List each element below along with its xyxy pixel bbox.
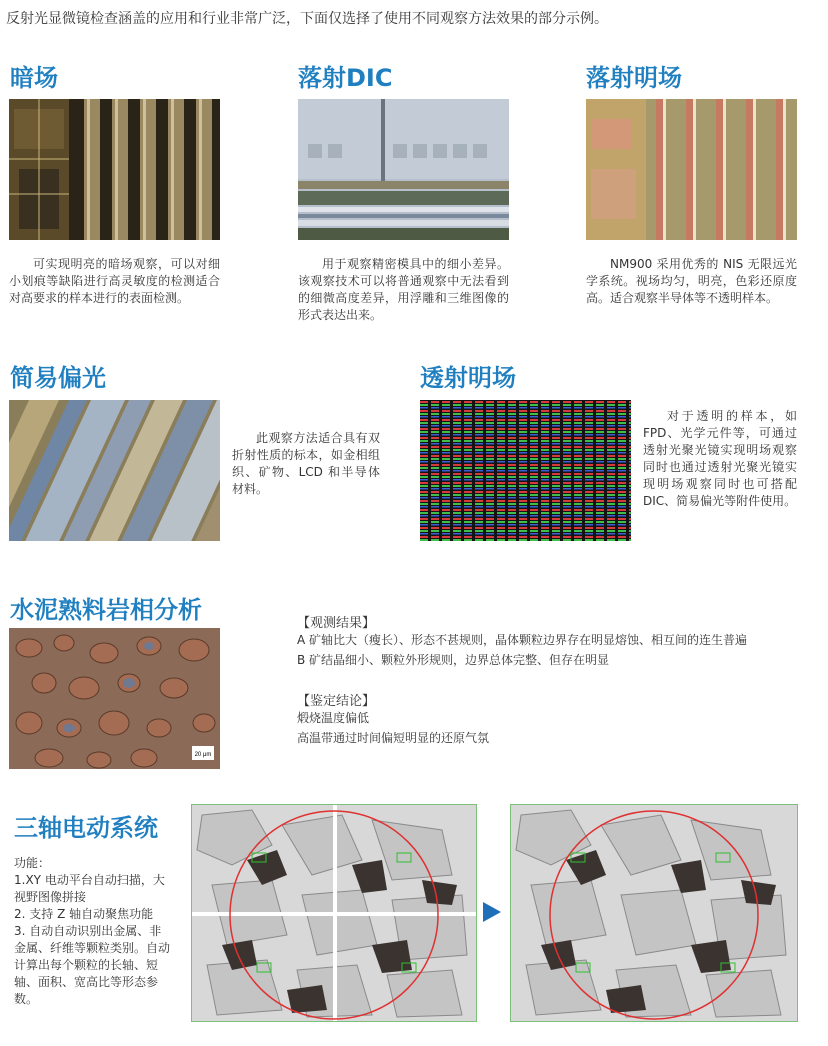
polar-title: 简易偏光 [10, 364, 106, 392]
triaxis-line-3: 2. 支持 Z 轴自动聚焦功能 [14, 907, 154, 921]
polar-image [9, 400, 220, 541]
cement-image [9, 628, 220, 769]
arrow-right-icon [483, 902, 501, 922]
conclusion-line-2: 高温带通过时间偏短明显的还原气氛 [297, 731, 490, 745]
brightfield-image [586, 99, 797, 240]
stitched-image [191, 804, 477, 1022]
triaxis-line-2: 1.XY 电动平台自动扫描，大视野图像拼接 [14, 873, 165, 904]
triaxis-line-4: 3. 自动自动识别出金属、非金属、纤维等颗粒类别。自动计算出每个颗粒的长轴、短轴、面积、宽高比等形态参数。 [14, 924, 171, 1006]
cement-title: 水泥熟料岩相分析 [10, 596, 202, 624]
polar-desc: 此观察方法适合具有双折射性质的标本，如金相组织、矿物、LCD 和半导体材料。 [232, 431, 380, 496]
dic-title: 落射DIC [298, 64, 393, 92]
transmit-desc: 对于透明的样本，如FPD、光学元件等，可通过透射光聚光镜实现明场观察同时也通过透射光聚光镜实现明场观察同时也可搭配 DIC、简易偏光等附件使用。 [643, 409, 797, 508]
transmit-image [420, 400, 631, 541]
result-heading: 【观测结果】 [297, 616, 376, 631]
intro-text: 反射光显微镜检查涵盖的应用和行业非常广泛，下面仅选择了使用不同观察方法效果的部分示例。 [6, 11, 608, 27]
transmit-title: 透射明场 [420, 364, 516, 392]
result-line-1: A 矿轴比大（瘦长）、形态不甚规则，晶体颗粒边界存在明显熔蚀、相互间的连生普遍 [297, 633, 748, 647]
conclusion-heading: 【鉴定结论】 [297, 694, 376, 709]
triaxis-line-1: 功能： [14, 856, 51, 870]
triaxis-title: 三轴电动系统 [14, 814, 158, 842]
dic-image [298, 99, 509, 240]
conclusion-line-1: 煅烧温度偏低 [297, 711, 370, 725]
brightfield-title: 落射明场 [586, 64, 682, 92]
result-line-2: B 矿结晶细小、颗粒外形规则，边界总体完整、但存在明显 [297, 653, 610, 667]
darkfield-desc: 可实现明亮的暗场观察，可以对细小划痕等缺陷进行高灵敏度的检测适合对高要求的样本进行的表面检测。 [9, 257, 220, 305]
dic-desc: 用于观察精密模具中的细小差异。该观察技术可以将普通观察中无法看到的细微高度差异，用浮雕和三维图像的形式表达出来。 [298, 257, 509, 322]
result-image [510, 804, 798, 1022]
brightfield-desc: NM900 采用优秀的 NIS 无限远光学系统。视场均匀，明亮，色彩还原度高。适合观察半导体等不透明样本。 [586, 257, 797, 305]
scale-bar-label: 20 μm [194, 752, 212, 758]
darkfield-title: 暗场 [10, 64, 58, 92]
triaxis-text [14, 855, 172, 1008]
darkfield-image [9, 99, 220, 240]
